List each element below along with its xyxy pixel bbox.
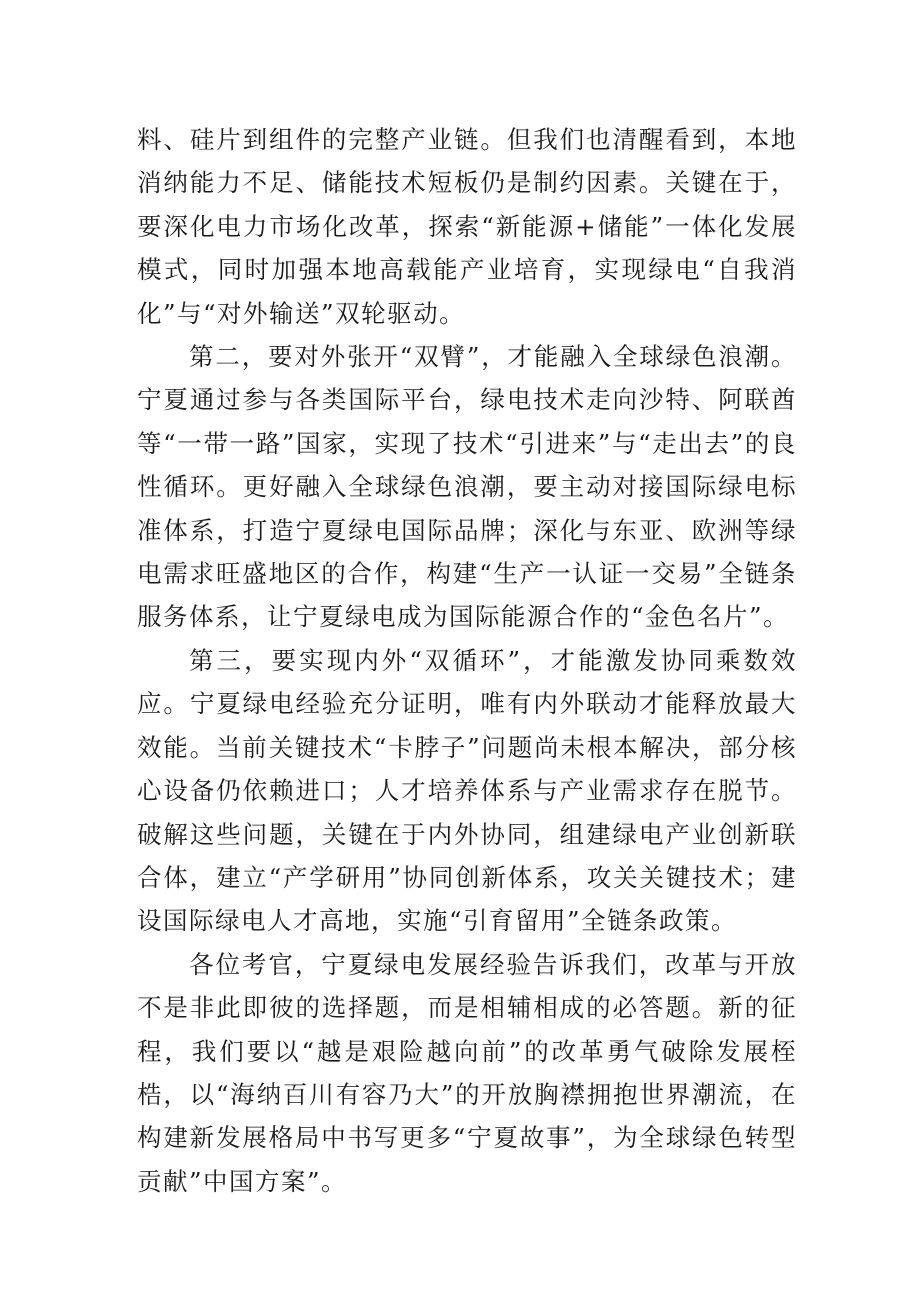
document-body bbox=[137, 118, 797, 1203]
paragraph-conclusion: 各位考官，宁夏绿电发展经验告诉我们，改革与开放不是非此即彼的选择题，而是相辅相成的必答题。新的征程，我们要以“越是艰险越向前”的改革勇气破除发展桎梏，以“海纳百川有容乃大”的开放胸襟拥抱世界潮流，在构建新发展格局中书写更多“宁夏故事”，为全球绿色转型贡献”中国方案”。 bbox=[137, 949, 797, 1196]
paragraph-continuation: 料、硅片到组件的完整产业链。但我们也清醒看到，本地消纳能力不足、储能技术短板仍是制约因素。关键在于，要深化电力市场化改革，探索“新能源+储能”一体化发展模式，同时加强本地高载能产业培育，实现绿电“自我消化”与“对外输送”双轮驱动。 bbox=[137, 125, 797, 328]
paragraph-third-point: 第三，要实现内外“双循环”，才能激发协同乘数效应。宁夏绿电经验充分证明，唯有内外联动才能释放最大效能。当前关键技术“卡脖子”问题尚未根本解决，部分核心设备仍依赖进口；人才培养体系与产业需求存在脱节。破解这些问题，关键在于内外协同，组建绿电产业创新联合体，建立“产学研用”协同创新体系，攻关关键技术；建设国际绿电人才高地，实施“引育留用”全链条政策。 bbox=[137, 645, 797, 936]
paragraph-second-point: 第二，要对外张开“双臂”，才能融入全球绿色浪潮。宁夏通过参与各类国际平台，绿电技术走向沙特、阿联酋等“一带一路”国家，实现了技术“引进来”与“走出去”的良性循环。更好融入全球绿色浪潮，要主动对接国际绿电标准体系，打造宁夏绿电国际品牌；深化与东亚、欧洲等绿电需求旺盛地区的合作，构建“生产一认证一交易”全链条服务体系，让宁夏绿电成为国际能源合作的“金色名片”。 bbox=[137, 342, 797, 632]
